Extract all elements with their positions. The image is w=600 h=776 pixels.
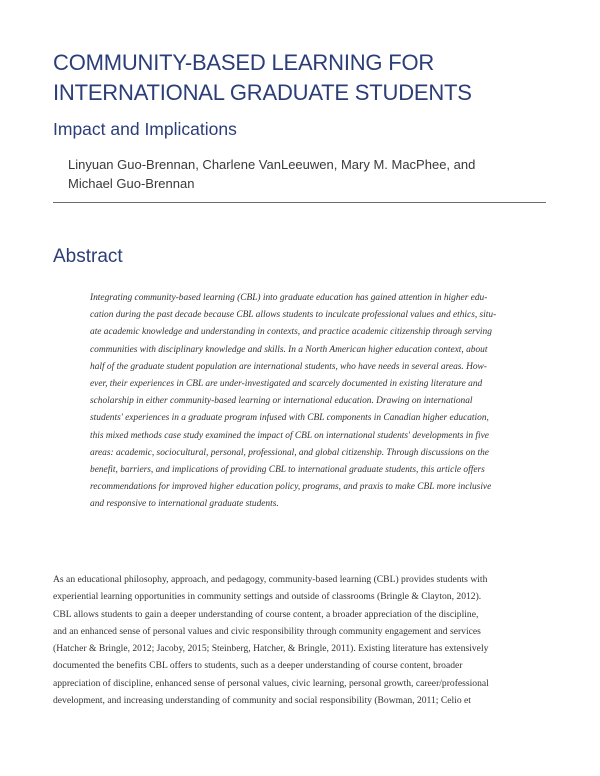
body-line: documented the benefits CBL offers to students, such as a deeper understanding of course content, broader [53, 660, 463, 672]
body-paragraph [53, 571, 548, 709]
abstract-line: recommendations for improved higher education policy, programs, and praxis to make CBL more inclusive [90, 482, 492, 493]
article-subtitle: Impact and Implications [53, 119, 237, 139]
abstract-line: cation during the past decade because CBL allows students to inculcate professional values and ethics, situ- [90, 310, 497, 321]
abstract-line: communities with disciplinary knowledge and skills. In a North American higher education context, about [90, 344, 488, 355]
title-line: COMMUNITY-BASED LEARNING FOR [53, 50, 435, 75]
author-line: Michael Guo-Brennan [68, 176, 195, 191]
body-line: appreciation of discipline, enhanced sense of personal values, civic learning, personal growth, career/professional [53, 677, 489, 689]
abstract-line: this mixed methods case study examined the impact of CBL on international students' developments in five [90, 430, 489, 441]
abstract-line: half of the graduate student population are international students, who have needs in several areas. How- [90, 361, 487, 372]
horizontal-divider [53, 202, 546, 203]
abstract-text [90, 290, 548, 514]
abstract-heading: Abstract [53, 246, 123, 267]
article-title [53, 48, 573, 108]
body-line: and an enhanced sense of personal values and civic responsibility through community engagement and services [53, 625, 481, 637]
author-list [68, 155, 558, 193]
body-line: experiential learning opportunities in community settings and outside of classrooms (Bringle & Clayton, 2012). [53, 591, 482, 603]
abstract-line: benefit, barriers, and implications of providing CBL to international graduate students, this article offers [90, 465, 485, 476]
abstract-line: areas: academic, sociocultural, personal, professional, and global citizenship. Through discussions on the [90, 447, 489, 458]
body-line: (Hatcher & Bringle, 2012; Jacoby, 2015; Steinberg, Hatcher, & Bringle, 2011). Existing literature has extensively [53, 643, 489, 655]
abstract-line: ate academic knowledge and understanding in contexts, and practice academic citizenship through serving [90, 327, 492, 338]
abstract-line: and responsive to international graduate students. [90, 499, 279, 510]
body-line: development, and increasing understanding of community and social responsibility (Bowman, 2011; Celio et [53, 695, 471, 707]
body-line: As an educational philosophy, approach, and pedagogy, community-based learning (CBL) provides students with [53, 574, 488, 585]
abstract-line: ever, their experiences in CBL are under-investigated and scarcely documented in existing literature and [90, 379, 483, 390]
title-line: INTERNATIONAL GRADUATE STUDENTS [53, 80, 472, 105]
abstract-line: scholarship in either community-based learning or international education. Drawing on international [90, 396, 473, 407]
body-line: CBL allows students to gain a deeper understanding of course content, a broader appreciation of the discipline, [53, 608, 479, 620]
abstract-line: Integrating community-based learning (CBL) into graduate education has gained attention in higher edu- [90, 293, 488, 303]
abstract-line: students' experiences in a graduate program infused with CBL components in Canadian higher education, [90, 413, 489, 424]
author-line: Linyuan Guo-Brennan, Charlene VanLeeuwen, Mary M. MacPhee, and [68, 157, 476, 172]
